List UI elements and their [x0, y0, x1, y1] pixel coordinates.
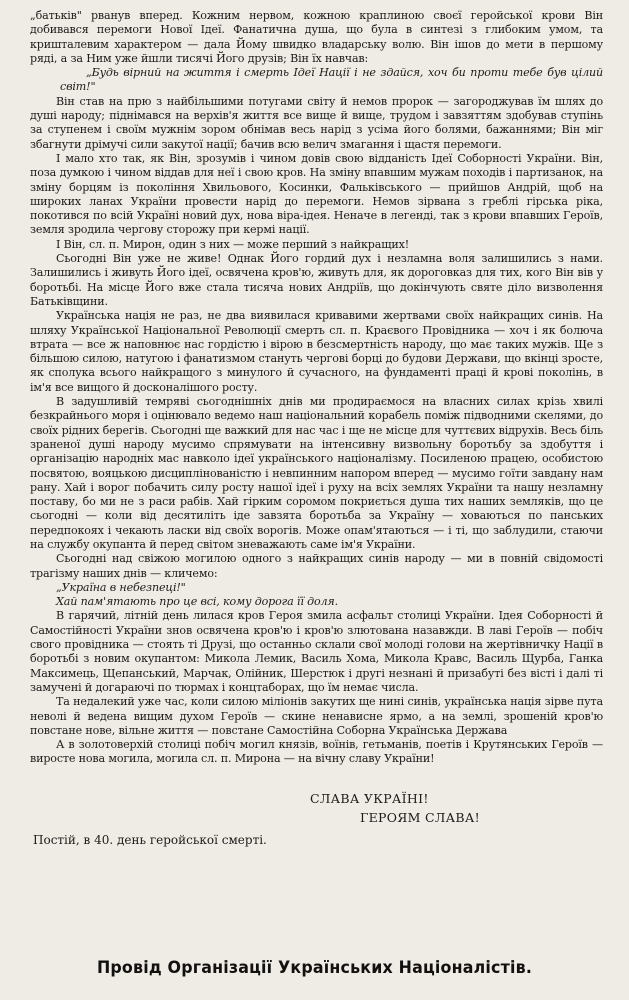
quote-oath: „Будь вірний на життя і смерть Ідеї Нації і не здайся, хоч би проти тебе був цілий світ!" — [60, 66, 603, 94]
paragraph: Хай пам'ятають про це всі, кому дорога її доля. — [56, 595, 338, 609]
paragraph: В гарячий, літній день лилася кров Героя змила асфальт столиці України. Ідея Соборності й Самостійності України знов освячена кров'ю і кров'ю злютована назавжди. В лаві Героїв — побіч свого провідника — стоять ті Друзі, що останньо склали свої молоді голови на жертівничку Нації в боротьбі з новим окупантом: Микола Лемик, Василь Хома, Микола Кравс, Василь Щурба, Ганка Максимець, Щепанський, Марчак, Олійник, Шерстюк і другі незнані й призабуті без вісті і далі ті замучені й догараючі по тюрмах і концтаборах, що їм немає числа. — [30, 609, 603, 694]
paragraph: Сьогодні Він уже не живе! Однак Його гордий дух і незламна воля залишились з нами. Залишились і живуть Його ідеї, освячена кров'ю, живуть для, як дороговказ для тих, кого Він вів у боротьбі. На місце Його вже стала тисяча нових Андріїв, що докінчують святе діло визволення Батьківщини. — [30, 252, 603, 308]
slogan-glory-to-ukraine: СЛАВА УКРАЇНІ! — [310, 790, 429, 806]
paragraph: Він став на прю з найбільшими потугами світу й немов пророк — загороджував їм шлях до душі народу; піднімався на верхів'я життя все вище й вище, трудом і завзяттям здобував ступінь за ступенем і своїм мужнім зором обнімав весь нарід з усіма його болями, бажаннями; Він міг збагнути дрімучі сили закутої нації; бачив всю велич змагання і щастя перемоги. — [30, 94, 603, 151]
paragraph: „батьків" рванув вперед. Кожним нервом, кожною краплиною своєї геройської крови Він добивався перемоги Нової Ідеї. Фанатична душа, що була в синтезі з глибоким умом, та кришталевим характером — дала Йому швидко владарську волю. Він ішов до мети в першому ряді, а за Ним уже йшли тисячі Його друзів; Він їх навчав: — [30, 9, 603, 65]
paragraph: Сьогодні над свіжою могилою одного з найкращих синів народу — ми в повній свідомості трагізму наших днів — кличемо: — [30, 552, 603, 580]
paragraph: Українська нація не раз, не два виявилася кривавими жертвами своїх найкращих синів. На шляху Української Національної Революції смерть сл. п. Краєвого Провідника — хоч і як болюча втрата — все ж наповнює нас гордістю і вірою в безсмертність народу, що має таких мужів. Ще з більшою силою, натугою і фанатизмом стануть чергові борці до будови Держави, що вкінці зросте, як сполука всього найкращого з минулого й сучасного, на фундаменті праці й крові поколінь, в ім'я все вищого й досконалішого росту. — [30, 309, 603, 394]
closing-slogans — [30, 789, 603, 827]
slogan-glory-to-heroes: ГЕРОЯМ СЛАВА! — [360, 809, 480, 825]
paragraph: І Він, сл. п. Мирон, один з них — може перший з найкращих! — [56, 237, 410, 251]
paragraph: В задушливій темряві сьогоднішніх днів ми продираємося на власних силах крізь хвилі безкрайнього моря і оцінювало ведемо наш національний корабель поміж підводними скелями, до своїх рідних берегів. Сьогодні ще важкий для нас час і ще не місце для чуттєвих відрухів. Весь біль зраненої душі народу мусимо спрямувати на інтенсивну визвольну боротьбу за здобуття і організацію народніх мас навколо ідеї українського націоналізму. Посиленою працею, особистою посвятою, вояцькою дисциплінованістю і невпинним напором вперед — мусимо гоїти завдану нам рану. Хай і ворог побачить силу росту нашої ідеї і руху на всіх землях України та нашу незламну поставу, бо ми не з раси рабів. Хай гірким соромом покриється душа тих наших земляків, що це сьогодні — коли від десятиліть іде завзята боротьба за Україну — ховаються по панських передпокоях і чекають ласки від своїх ворогів. Може опам'ятаються — і ті, що заблудили, стаючи на службу окупанта й перед світом зневажають саме ім'я України. — [30, 395, 603, 551]
document-body — [30, 9, 603, 767]
paragraph: І мало хто так, як Він, зрозумів і чином довів свою відданість Ідеї Соборності України. Він, поза думкою і чином віддав для неї і свою кров. На зміну впавшим мужам походів і партизанок, на зміну борцям із покоління Хвильового, Косинки, Фальківського — прийшов Андрій, щоб на широких ланах України провести нарід до перемоги. Немов зірвана з греблі гірська ріка, покотився по всій Україні новий дух, нова віра-ідея. Неначе в легенді, так з крови впавших Героїв, земля зродила чергову сторожу при кермі нації. — [30, 151, 603, 237]
date-note: Постій, в 40. день геройської смерті. — [33, 832, 267, 847]
quote-ukraine-in-danger: „Україна в небезпеці!" — [56, 580, 186, 594]
signature-oun-leadership: Провід Організації Українських Націоналістів. — [96, 958, 533, 977]
paragraph: Та недалекий уже час, коли силою міліонів закутих ще нині синів, українська нація зірве пута неволі й ведена вищим духом Героїв — скине ненависне ярмо, а на землі, зрошеній кров'ю повстане нове, вільне життя — повстане Самостійна Соборна Українська Держава — [30, 695, 603, 737]
paragraph: А в золотоверхій столиці побіч могил князів, воїнів, гетьманів, поетів і Крутянських Героїв — виросте нова могила, могила сл. п. Мирона — на вічну славу України! — [30, 738, 603, 766]
